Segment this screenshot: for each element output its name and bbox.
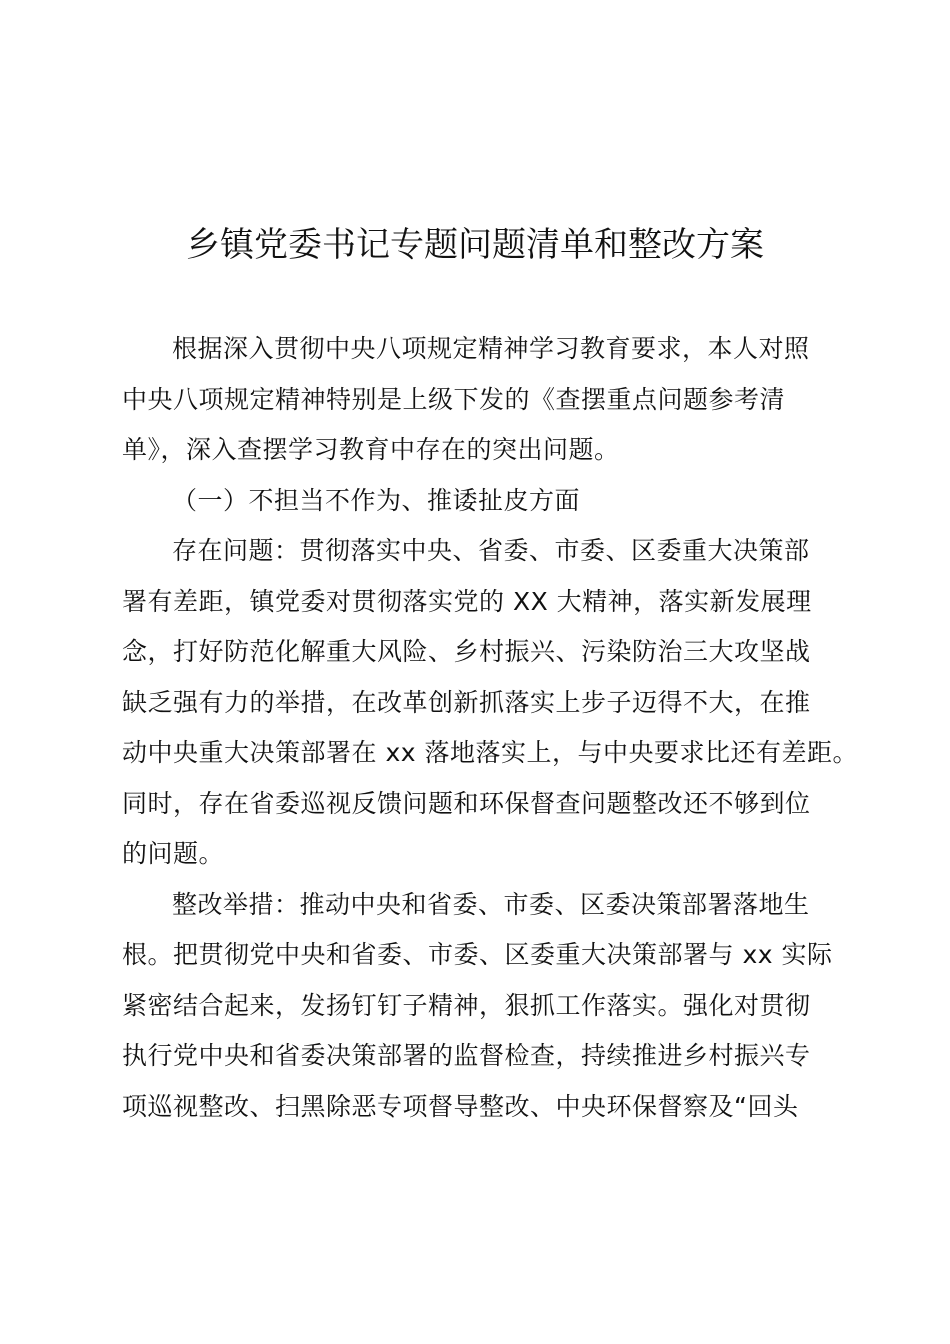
- paragraph-line: 缺乏强有力的举措，在改革创新抓落实上步子迈得不大，在推: [122, 687, 811, 717]
- section-heading: （一）不担当不作为、推诿扯皮方面: [172, 485, 581, 515]
- paragraph-line: 同时，存在省委巡视反馈问题和环保督查问题整改还不够到位: [122, 788, 811, 818]
- paragraph-line: 动中央重大决策部署在 xx 落地落实上，与中央要求比还有差距。: [122, 738, 858, 767]
- document-title: 乡镇党委书记专题问题清单和整改方案: [186, 225, 764, 265]
- document-body: [122, 324, 858, 1132]
- paragraph-line: 根。把贯彻党中央和省委、市委、区委重大决策部署与 xx 实际: [122, 940, 833, 969]
- paragraph-line: 执行党中央和省委决策部署的监督检查，持续推进乡村振兴专: [122, 1041, 811, 1070]
- paragraph-line: 存在问题：贯彻落实中央、省委、市委、区委重大决策部: [172, 536, 810, 565]
- paragraph-line: 整改举措：推动中央和省委、市委、区委决策部署落地生: [172, 889, 810, 919]
- paragraph-line: 念，打好防范化解重大风险、乡村振兴、污染防治三大攻坚战: [122, 637, 811, 666]
- paragraph-line: 的问题。: [122, 839, 225, 868]
- paragraph-line: 单》，深入查摆学习教育中存在的突出问题。: [122, 435, 620, 464]
- paragraph-line: 项巡视整改、扫黑除恶专项督导整改、中央环保督察及“回头: [122, 1091, 799, 1121]
- paragraph-line: 署有差距，镇党委对贯彻落实党的 XX 大精神，落实新发展理: [122, 586, 812, 616]
- paragraph-line: 紧密结合起来，发扬钉钉子精神，狠抓工作落实。强化对贯彻: [122, 990, 811, 1020]
- paragraph-line: 根据深入贯彻中央八项规定精神学习教育要求，本人对照: [172, 334, 810, 363]
- paragraph-line: 中央八项规定精神特别是上级下发的《查摆重点问题参考清: [122, 384, 786, 414]
